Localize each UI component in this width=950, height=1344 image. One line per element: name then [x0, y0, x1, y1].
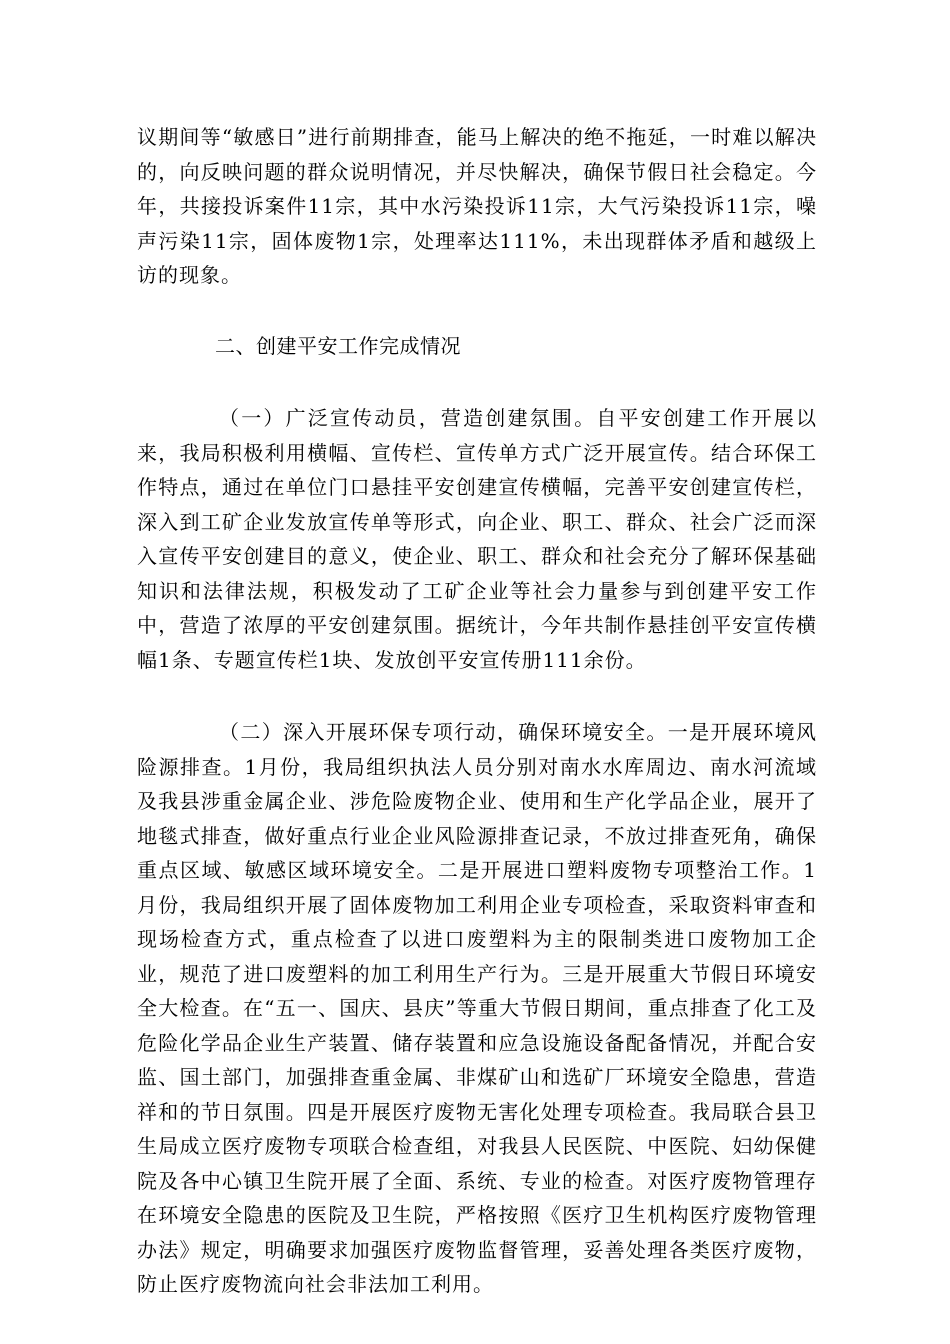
section-heading: 二、创建平安工作完成情况: [215, 333, 461, 358]
paragraph-complaints-summary: 议期间等“敏感日”进行前期排查，能马上解决的绝不拖延，一时难以解决的，向反映问题的群众说明情况，并尽快解决，确保节假日社会稳定。今年，共接投诉案件11宗，其中水污染投诉11宗，大气污染投诉11宗，噪声污染11宗，固体废物1宗，处理率达111%，未出现群体矛盾和越级上访的现象。: [137, 125, 817, 287]
paragraph-publicity: （一）广泛宣传动员，营造创建氛围。自平安创建工作开展以来，我局积极利用横幅、宣传栏、宣传单方式广泛开展宣传。结合环保工作特点，通过在单位门口悬挂平安创建宣传横幅，完善平安创建宣传栏，深入到工矿企业发放宣传单等形式，向企业、职工、群众、社会广泛而深入宣传平安创建目的意义，使企业、职工、群众和社会充分了解环保基础知识和法律法规，积极发动了工矿企业等社会力量参与到创建平安工作中，营造了浓厚的平安创建氛围。据统计，今年共制作悬挂创平安宣传横幅1条、专题宣传栏1块、发放创平安宣传册111余份。: [137, 406, 817, 672]
document-page: [137, 120, 817, 1302]
paragraph-special-actions: （二）深入开展环保专项行动，确保环境安全。一是开展环境风险源排查。1月份，我局组织执法人员分别对南水水库周边、南水河流域及我县涉重金属企业、涉危险废物企业、使用和生产化学品企业，展开了地毯式排查，做好重点行业企业风险源排查记录，不放过排查死角，确保重点区域、敏感区域环境安全。二是开展进口塑料废物专项整治工作。1月份，我局组织开展了固体废物加工利用企业专项检查，采取资料审查和现场检查方式，重点检查了以进口废塑料为主的限制类进口废物加工企业，规范了进口废塑料的加工利用生产行为。三是开展重大节假日环境安全大检查。在“五一、国庆、县庆”等重大节假日期间，重点排查了化工及危险化学品企业生产装置、储存装置和应急设施设备配备情况，并配合安监、国土部门，加强排查重金属、非煤矿山和选矿厂环境安全隐患，营造祥和的节日氛围。四是开展医疗废物无害化处理专项检查。我局联合县卫生局成立医疗废物专项联合检查组，对我县人民医院、中医院、妇幼保健院及各中心镇卫生院开展了全面、系统、专业的检查。对医疗废物管理存在环境安全隐患的医院及卫生院，严格按照《医疗卫生机构医疗废物管理办法》规定，明确要求加强医疗废物监督管理，妥善处理各类医疗废物，防止医疗废物流向社会非法加工利用。: [137, 720, 817, 1296]
